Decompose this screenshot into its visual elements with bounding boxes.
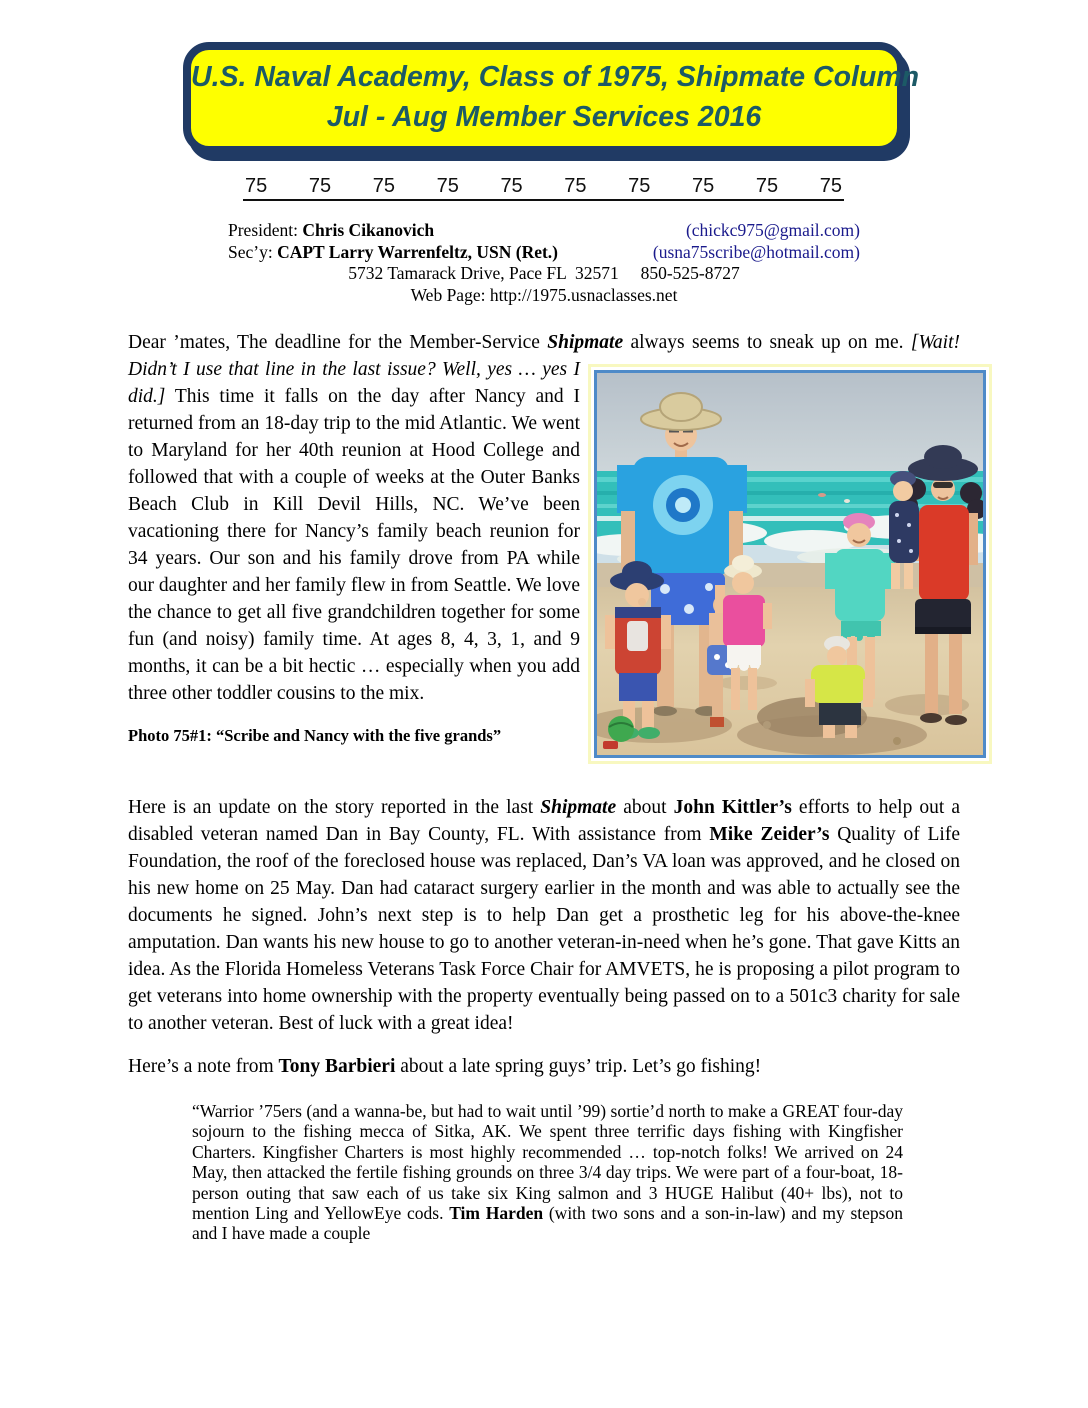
article-body: [128, 329, 960, 1244]
photo-caption: Photo 75#1: “Scribe and Nancy with the five grands”: [128, 726, 502, 745]
president-email-link[interactable]: (chickc975@gmail.com): [685, 220, 860, 240]
secretary-email-link[interactable]: (usna75scribe@hotmail.com): [652, 241, 860, 262]
class-number: 75: [436, 175, 459, 197]
class-number: 75: [628, 175, 651, 197]
paragraph-intro: [128, 329, 960, 707]
contact-president-line: [228, 220, 860, 242]
secretary-name: Sec’y: CAPT Larry Warrenfeltz, USN (Ret.): [228, 241, 559, 262]
intro-rest: [Wait! Didn’t I use that line in the last issue? Well, yes … yes I did.] This time it falls on the day after Nancy and I returned from an 18-day trip to the mid Atlantic. We went to Maryland for her 40th reunion at Hood College and followed that with a couple of weeks at the Outer Banks Beach Club in Kill Devil Hills, NC. We’ve been vacationing there for Nancy’s family beach reunion for 34 years. Our son and his family drove from PA while our daughter and her family flew in from Seattle. We love the chance to get all five grandchildren together for some fun (and noisy) family time. At ages 8, 4, 3, 1, and 9 months, it can be a bit hectic … especially when you add three other toddler cousins to the mix.: [128, 332, 960, 704]
class-number: 75: [372, 175, 395, 197]
banner-title-line2: Jul - Aug Member Services 2016: [326, 101, 762, 133]
paragraph-kittler-update: Here is an update on the story reported in the last Shipmate about John Kittler’s efforts to help out a disabled veteran named Dan in Bay County, FL. With assistance from Mike Zeider’s Quality of Life Foundation, the roof of the foreclosed house was replaced, Dan’s VA loan was approved, and he closed on his new home on 25 May. Dan had cataract surgery earlier in the month and was able to actually see the documents he signed. John’s next step is to help Dan get a prosthetic leg for his above-the-knee amputation. Dan wants his new house to go to another veteran-in-need when he’s gone. That gave Kitts an idea. As the Florida Homeless Veterans Task Force Chair for AMVETS, he is proposing a pilot program to get veterans into home ownership with the property eventually being passed on to a 501c3 charity for sale to another veteran. Best of luck with a great idea!: [128, 797, 961, 1034]
web-page-line: Web Page: http://1975.usnaclasses.net: [410, 284, 678, 305]
address-line: 5732 Tamarack Drive, Pace FL 32571 850-525-8727: [348, 263, 740, 283]
class-number: 75: [692, 175, 715, 197]
class-number: 75: [564, 175, 587, 197]
paragraph-fishing-quote: “Warrior ’75ers (and a wanna-be, but had to wait until ’99) sortie’d north to make a GREAT four-day sojourn to the fishing mecca of Sitka, AK. We spent three terrific days fishing with Kingfisher Charters. Kingfisher Charters is most highly recommended … top-notch folks! We arrived on 24 May, then attacked the fertile fishing grounds on three 3/4 day trips. We were part of a four-boat, 18-person outing that saw each of us take six King salmon and 3 HUGE Halibut (40+ lbs), not to mention Ling and YellowEye cods. Tim Harden (with two sons and a son-in-law) and my stepson and I have made a couple: [192, 1101, 903, 1244]
class-number: 75: [500, 175, 523, 197]
banner-title-line1: U.S. Naval Academy, Class of 1975, Shipmate Column: [191, 61, 920, 93]
paragraph-barbieri-intro: Here’s a note from Tony Barbieri about a late spring guys’ trip. Let’s go fishing!: [128, 1056, 762, 1077]
class-number: 75: [819, 175, 842, 197]
class-number: 75: [245, 175, 268, 197]
class-75-row: [243, 175, 844, 201]
class-number: 75: [755, 175, 779, 197]
president-name: President: Chris Cikanovich: [228, 220, 435, 240]
intro-first-sentence: Dear ’mates, The deadline for the Member-Service Shipmate always seems to sneak up on me.: [128, 332, 911, 353]
contact-block: [228, 220, 860, 306]
beach-family-photo: [594, 370, 986, 758]
newsletter-banner: [183, 42, 920, 154]
contact-secretary-line: [228, 242, 860, 264]
class-number: 75: [308, 175, 332, 197]
beach-family-photo-art: [597, 373, 983, 755]
